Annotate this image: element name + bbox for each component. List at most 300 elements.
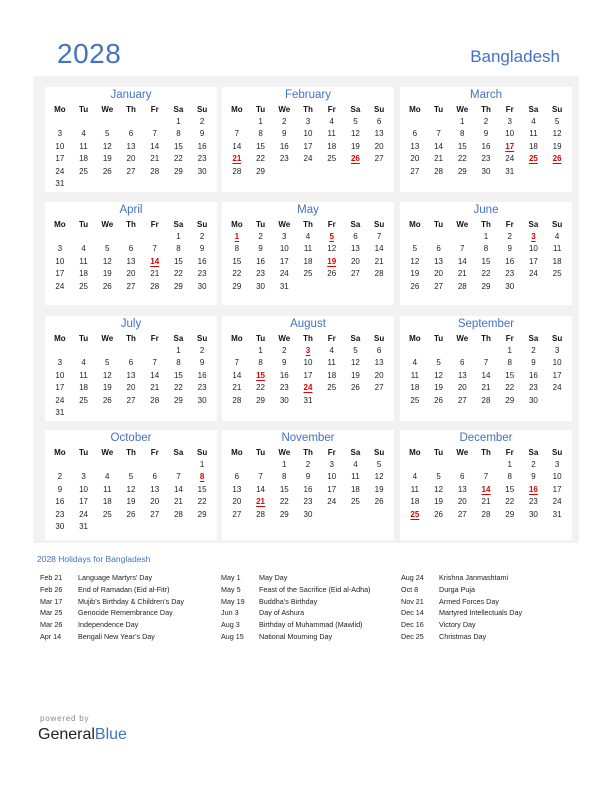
day-cell: 23 [279, 154, 289, 164]
day-cell: 27 [232, 509, 242, 519]
weekday-header: Sa [350, 334, 361, 343]
month-july [45, 316, 217, 421]
holiday-list-item [401, 584, 522, 596]
day-cell: 21 [457, 269, 467, 279]
day-cell: 18 [410, 497, 420, 507]
weekday-header: Fr [505, 334, 514, 343]
day-cell: 7 [152, 129, 157, 139]
weekday-header: Fr [505, 220, 514, 229]
day-cell: 12 [434, 484, 444, 494]
weekday-header: Th [303, 220, 313, 229]
day-cell: 21 [150, 269, 160, 279]
day-cell: 9 [199, 358, 205, 368]
day-cell: 27 [457, 509, 467, 519]
day-cell: 9 [305, 472, 311, 482]
day-cell: 11 [79, 141, 88, 151]
day-cell: 13 [232, 484, 242, 494]
empty-cell [72, 345, 96, 357]
holiday-name: Martyred Intellectuals Day [439, 608, 523, 618]
holiday-name: Genocide Remembrance Day [78, 608, 173, 618]
holiday-name: Christmas Day [439, 631, 487, 641]
month-october [45, 430, 217, 540]
day-cell: 7 [460, 244, 465, 254]
holiday-date: Dec 16 [401, 620, 424, 630]
day-cell: 31 [552, 509, 562, 519]
empty-cell [450, 231, 474, 243]
day-cell: 16 [197, 256, 207, 266]
day-cell: 3 [57, 129, 63, 139]
day-cell: 3 [282, 232, 287, 241]
day-cell: 29 [505, 395, 515, 405]
day-cell: 2 [507, 232, 512, 241]
weekday-header: Mo [54, 334, 66, 343]
day-cell: 25 [327, 383, 337, 393]
day-cell: 12 [102, 256, 112, 266]
holiday-name: Day of Ashura [259, 608, 305, 618]
day-cell: 1 [507, 346, 512, 355]
weekday-header: Tu [255, 105, 266, 114]
day-cell: 24 [552, 383, 562, 393]
weekday-header: Fr [327, 334, 336, 343]
month-name: November [281, 432, 335, 444]
holiday-list-item [221, 572, 370, 584]
day-cell: 28 [232, 395, 242, 405]
day-cell: 11 [410, 370, 419, 380]
day-cell: 20 [232, 497, 242, 507]
weekday-header: Mo [231, 220, 243, 229]
day-cell: 6 [128, 244, 134, 254]
day-cell: 5 [105, 358, 110, 368]
weekday-header: We [278, 105, 291, 114]
day-cell: 24 [327, 497, 337, 507]
day-cell: 6 [353, 232, 358, 241]
day-cell: 26 [410, 281, 420, 291]
day-cell: 11 [529, 129, 538, 139]
day-cell: 25 [79, 395, 89, 405]
day-cell: 15 [173, 141, 183, 151]
weekday-header: Th [303, 105, 313, 114]
day-cell: 13 [150, 484, 160, 494]
day-cell: 2 [199, 232, 205, 241]
empty-cell [143, 459, 167, 471]
day-cell: 9 [282, 358, 287, 368]
day-cell: 11 [410, 484, 419, 494]
day-cell: 4 [81, 358, 86, 368]
weekday-header: We [278, 220, 291, 229]
day-cell: 20 [126, 154, 136, 164]
month-grid [45, 446, 217, 533]
holiday-date: Mar 26 [40, 620, 63, 630]
day-cell: 13 [457, 484, 467, 494]
day-cell: 11 [79, 256, 88, 266]
day-cell: 17 [303, 370, 313, 380]
day-cell: 13 [410, 141, 420, 151]
holiday-list-item [40, 584, 184, 596]
day-cell: 21 [232, 383, 242, 393]
day-cell: 6 [234, 472, 240, 482]
day-cell: 8 [483, 244, 489, 254]
day-cell: 4 [412, 472, 418, 482]
holidays-column-1 [40, 572, 184, 643]
weekday-header: Th [126, 334, 136, 343]
month-grid [222, 332, 394, 407]
day-cell: 17 [552, 484, 562, 494]
empty-cell [119, 231, 143, 243]
day-cell: 5 [105, 129, 110, 139]
day-cell: 22 [256, 383, 266, 393]
day-cell: 18 [327, 370, 337, 380]
day-cell: 3 [81, 472, 86, 482]
empty-cell [48, 459, 72, 471]
day-cell: 25 [327, 154, 337, 164]
day-cell: 7 [483, 472, 489, 482]
day-cell: 16 [197, 141, 207, 151]
day-cell: 27 [374, 383, 384, 393]
holiday-list-item [221, 607, 370, 619]
day-cell: 11 [303, 244, 313, 254]
brand-general: General [38, 726, 95, 743]
day-cell: 30 [481, 166, 491, 176]
day-cell: 26 [102, 281, 112, 291]
day-cell: 8 [176, 244, 181, 254]
day-cell: 25 [79, 281, 89, 291]
holiday-name: Feast of the Sacrifice (Eid al-Adha) [259, 584, 371, 594]
day-cell: 27 [434, 281, 444, 291]
empty-cell [403, 345, 427, 357]
weekday-header: Tu [433, 448, 444, 457]
day-cell: 15 [481, 256, 491, 266]
day-cell: 31 [55, 178, 65, 188]
day-cell: 20 [457, 497, 467, 507]
day-cell: 20 [434, 269, 444, 279]
day-cell: 14 [457, 256, 467, 266]
weekday-header: We [278, 334, 291, 343]
day-cell: 6 [460, 358, 465, 368]
day-cell: 16 [55, 497, 65, 507]
weekday-header: Tu [78, 105, 89, 114]
empty-cell [249, 459, 273, 471]
day-cell: 7 [152, 244, 157, 254]
holiday-day-cell: 21 [232, 154, 242, 164]
weekday-header: Su [552, 220, 563, 229]
day-cell: 2 [282, 117, 287, 126]
day-cell: 19 [126, 497, 136, 507]
weekday-header: Sa [528, 334, 539, 343]
empty-cell [403, 116, 427, 128]
holiday-list-item [221, 631, 370, 643]
day-cell: 2 [57, 472, 63, 482]
empty-cell [427, 231, 451, 243]
weekday-header: Th [126, 105, 136, 114]
month-september [400, 316, 572, 421]
empty-cell [225, 459, 249, 471]
weekday-header: Mo [409, 220, 421, 229]
day-cell: 7 [234, 129, 240, 139]
holiday-name: Language Martyrs’ Day [78, 573, 153, 582]
weekday-header: Mo [54, 105, 66, 114]
month-grid [222, 446, 394, 521]
month-name: April [119, 204, 143, 216]
day-cell: 12 [350, 358, 360, 368]
day-cell: 16 [528, 370, 538, 380]
day-cell: 6 [460, 472, 465, 482]
day-cell: 9 [531, 472, 536, 482]
day-cell: 24 [528, 269, 538, 279]
day-cell: 31 [505, 166, 515, 176]
day-cell: 15 [256, 141, 266, 151]
empty-cell [427, 459, 451, 471]
day-cell: 20 [457, 383, 467, 393]
month-name: September [457, 318, 515, 330]
day-cell: 18 [528, 141, 538, 151]
day-cell: 29 [279, 509, 289, 519]
holiday-name: Birthday of Muhammad (Mawlid) [259, 620, 363, 630]
empty-cell [403, 459, 427, 471]
day-cell: 3 [507, 117, 512, 126]
day-cell: 22 [457, 154, 467, 164]
weekday-header: Fr [327, 105, 336, 114]
weekday-header: Fr [150, 334, 159, 343]
weekday-header: Fr [150, 220, 159, 229]
day-cell: 28 [150, 395, 160, 405]
holiday-name: Bengali New Year’s Day [78, 631, 155, 641]
weekday-header: Mo [231, 105, 243, 114]
month-june [400, 202, 572, 305]
empty-cell [95, 345, 119, 357]
day-cell: 22 [481, 269, 491, 279]
holiday-list-item [221, 596, 370, 608]
day-cell: 17 [279, 256, 289, 266]
holiday-date: Oct 8 [401, 584, 419, 594]
weekday-header: Th [303, 334, 313, 343]
day-cell: 4 [81, 129, 86, 139]
day-cell: 12 [374, 472, 384, 482]
empty-cell [119, 459, 143, 471]
holiday-date: Feb 21 [40, 573, 63, 582]
country-title: Bangladesh [470, 47, 560, 66]
month-november [222, 430, 394, 540]
day-cell: 31 [279, 281, 289, 291]
day-cell: 23 [505, 269, 515, 279]
day-cell: 9 [531, 358, 536, 368]
empty-cell [143, 231, 167, 243]
day-cell: 23 [528, 383, 538, 393]
holiday-day-cell: 8 [199, 472, 205, 482]
powered-by-label: powered by [40, 714, 90, 723]
day-cell: 7 [436, 129, 441, 139]
month-grid [45, 332, 217, 419]
day-cell: 3 [329, 460, 334, 469]
day-cell: 19 [434, 497, 444, 507]
weekday-header: Mo [54, 448, 66, 457]
day-cell: 28 [481, 509, 491, 519]
month-grid [45, 103, 217, 190]
day-cell: 24 [279, 269, 289, 279]
day-cell: 22 [505, 383, 515, 393]
day-cell: 16 [279, 141, 289, 151]
holiday-date: Feb 26 [40, 584, 63, 594]
day-cell: 16 [279, 370, 289, 380]
day-cell: 4 [329, 346, 334, 355]
day-cell: 8 [507, 358, 512, 368]
day-cell: 6 [376, 117, 382, 126]
holiday-list-item [40, 607, 184, 619]
weekday-header: We [456, 105, 469, 114]
month-grid [400, 446, 572, 521]
day-cell: 15 [197, 484, 207, 494]
day-cell: 23 [55, 509, 65, 519]
holiday-day-cell: 26 [350, 154, 360, 164]
holiday-name: National Mourning Day [259, 631, 333, 641]
holiday-date: Jun 3 [221, 608, 239, 618]
holiday-date: Aug 24 [401, 573, 424, 582]
month-name: February [284, 89, 332, 101]
empty-cell [225, 345, 249, 357]
day-cell: 20 [150, 497, 160, 507]
holiday-day-cell: 3 [531, 232, 536, 241]
day-cell: 9 [199, 129, 205, 139]
month-name: January [110, 89, 152, 101]
weekday-header: Tu [433, 334, 444, 343]
day-cell: 18 [552, 256, 562, 266]
year-title: 2028 [57, 38, 122, 69]
day-cell: 23 [481, 154, 491, 164]
day-cell: 28 [150, 166, 160, 176]
weekday-header: Mo [409, 105, 421, 114]
day-cell: 13 [126, 370, 136, 380]
weekday-header: Sa [173, 334, 184, 343]
weekday-header: Sa [173, 448, 184, 457]
holiday-name: Buddha’s Birthday [259, 596, 318, 606]
day-cell: 15 [279, 484, 289, 494]
day-cell: 10 [79, 484, 89, 494]
day-cell: 1 [199, 460, 205, 469]
holiday-list-item [221, 619, 370, 631]
day-cell: 20 [126, 269, 136, 279]
weekday-header: Mo [409, 448, 421, 457]
day-cell: 17 [327, 484, 337, 494]
day-cell: 20 [126, 383, 136, 393]
day-cell: 5 [105, 244, 110, 254]
month-grid [222, 218, 394, 293]
holiday-day-cell: 14 [481, 484, 491, 494]
day-cell: 13 [374, 358, 384, 368]
empty-cell [48, 231, 72, 243]
weekday-header: Tu [255, 220, 266, 229]
day-cell: 17 [79, 497, 89, 507]
month-december [400, 430, 572, 540]
weekday-header: Mo [409, 334, 421, 343]
holiday-name: Victory Day [439, 620, 476, 630]
day-cell: 18 [79, 154, 89, 164]
day-cell: 20 [374, 370, 384, 380]
day-cell: 5 [128, 472, 134, 482]
holiday-day-cell: 16 [528, 484, 538, 494]
day-cell: 24 [303, 154, 313, 164]
day-cell: 23 [279, 383, 289, 393]
day-cell: 21 [150, 383, 160, 393]
day-cell: 16 [197, 370, 207, 380]
day-cell: 19 [102, 383, 112, 393]
day-cell: 2 [199, 346, 205, 355]
day-cell: 2 [483, 117, 489, 126]
day-cell: 14 [256, 484, 266, 494]
day-cell: 4 [412, 358, 418, 368]
day-cell: 7 [258, 472, 263, 482]
holiday-name: Mujib’s Birthday & Children’s Day [78, 596, 184, 606]
day-cell: 29 [505, 509, 515, 519]
day-cell: 28 [173, 509, 183, 519]
holiday-list-item [401, 631, 522, 643]
day-cell: 9 [57, 484, 63, 494]
day-cell: 9 [258, 244, 263, 254]
day-cell: 17 [55, 269, 65, 279]
day-cell: 7 [152, 358, 157, 368]
empty-cell [143, 116, 167, 128]
day-cell: 1 [282, 460, 287, 469]
day-cell: 12 [552, 129, 562, 139]
weekday-header: Su [197, 105, 208, 114]
day-cell: 28 [256, 509, 266, 519]
holidays-title: 2028 Holidays for Bangladesh [37, 554, 151, 564]
day-cell: 22 [197, 497, 207, 507]
day-cell: 4 [81, 244, 86, 254]
day-cell: 11 [552, 244, 562, 254]
day-cell: 15 [457, 141, 467, 151]
weekday-header: Tu [433, 105, 444, 114]
day-cell: 28 [434, 166, 444, 176]
month-name: June [473, 204, 499, 216]
day-cell: 21 [173, 497, 183, 507]
weekday-header: Tu [433, 220, 444, 229]
empty-cell [427, 345, 451, 357]
weekday-header: Su [552, 334, 563, 343]
holiday-day-cell: 14 [150, 256, 160, 266]
month-august [222, 316, 394, 421]
day-cell: 3 [305, 117, 311, 126]
day-cell: 26 [102, 166, 112, 176]
day-cell: 18 [350, 484, 360, 494]
day-cell: 5 [554, 117, 560, 126]
month-may [222, 202, 394, 305]
weekday-header: Su [197, 220, 208, 229]
day-cell: 15 [505, 484, 515, 494]
day-cell: 22 [505, 497, 515, 507]
day-cell: 27 [126, 281, 136, 291]
holiday-day-cell: 19 [327, 256, 337, 266]
day-cell: 13 [457, 370, 467, 380]
day-cell: 16 [303, 484, 313, 494]
holiday-list-item [40, 596, 184, 608]
day-cell: 14 [232, 370, 242, 380]
generalblue-logo[interactable] [38, 726, 127, 744]
day-cell: 6 [376, 346, 382, 355]
day-cell: 19 [434, 383, 444, 393]
day-cell: 4 [554, 232, 560, 241]
day-cell: 21 [374, 256, 384, 266]
day-cell: 8 [234, 244, 240, 254]
empty-cell [167, 459, 191, 471]
month-february [222, 87, 394, 192]
holiday-date: May 19 [221, 596, 245, 606]
day-cell: 1 [176, 346, 181, 355]
day-cell: 12 [102, 370, 112, 380]
day-cell: 7 [376, 232, 382, 241]
day-cell: 30 [197, 395, 207, 405]
day-cell: 14 [374, 244, 384, 254]
weekday-header: Th [481, 334, 491, 343]
day-cell: 21 [481, 383, 491, 393]
